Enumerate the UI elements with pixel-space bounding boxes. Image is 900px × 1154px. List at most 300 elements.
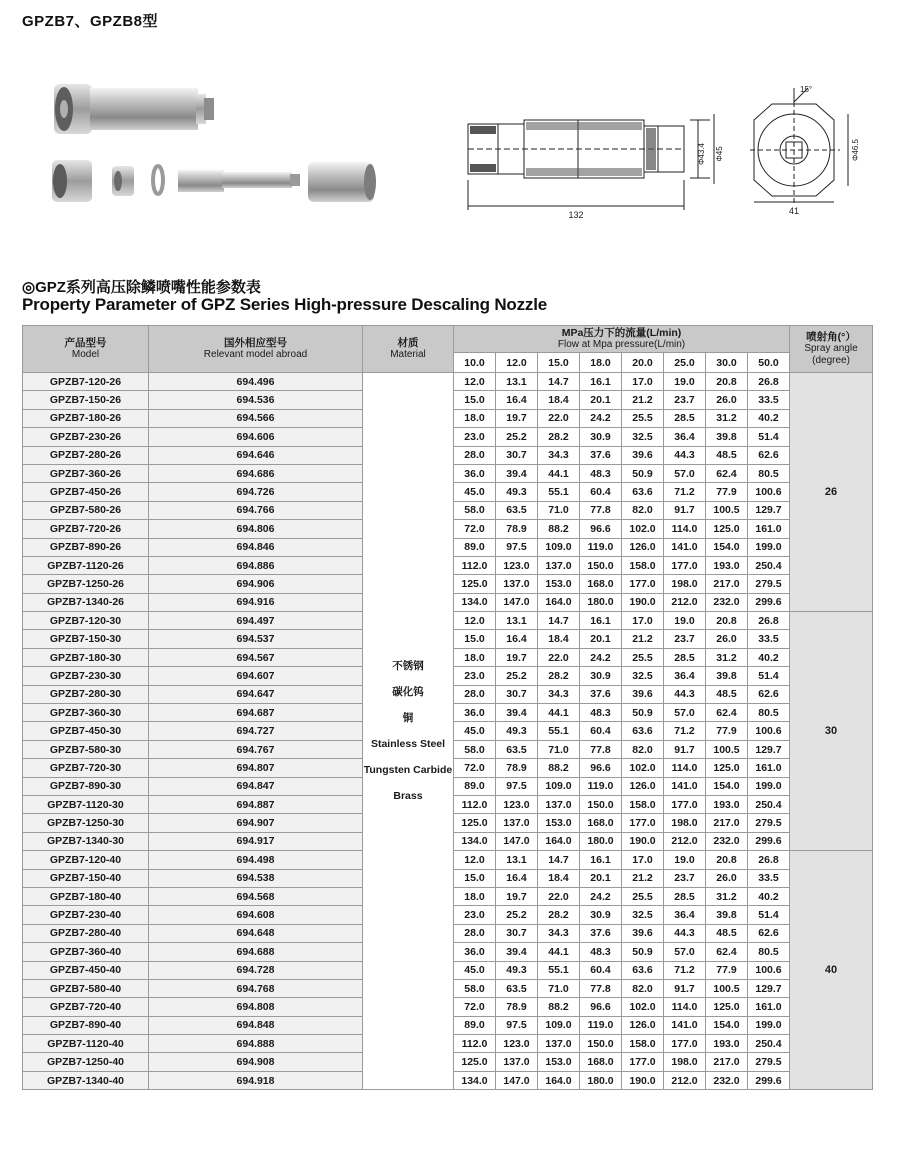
model-cell: GPZB7-360-26 [23,464,149,482]
flow-cell: 37.6 [580,685,622,703]
abroad-model-cell: 694.647 [149,685,363,703]
header-model-en: Model [71,349,100,360]
flow-cell: 164.0 [538,1071,580,1089]
flow-cell: 126.0 [622,777,664,795]
model-cell: GPZB7-230-40 [23,906,149,924]
flow-cell: 55.1 [538,483,580,501]
spray-angle-cell: 26 [790,373,873,612]
model-cell: GPZB7-1340-40 [23,1071,149,1089]
flow-cell: 250.4 [748,1035,790,1053]
flow-cell: 14.7 [538,851,580,869]
flow-cell: 23.7 [664,391,706,409]
abroad-model-cell: 694.498 [149,851,363,869]
abroad-model-cell: 694.537 [149,630,363,648]
flow-cell: 57.0 [664,943,706,961]
flow-cell: 22.0 [538,648,580,666]
flow-cell: 39.4 [496,704,538,722]
flow-cell: 36.0 [454,464,496,482]
flow-cell: 72.0 [454,998,496,1016]
flow-cell: 16.4 [496,630,538,648]
flow-cell: 30.7 [496,924,538,942]
flow-cell: 20.1 [580,869,622,887]
flow-cell: 112.0 [454,556,496,574]
flow-cell: 60.4 [580,483,622,501]
flow-cell: 33.5 [748,630,790,648]
flow-cell: 39.6 [622,446,664,464]
flow-cell: 40.2 [748,648,790,666]
abroad-model-cell: 694.607 [149,667,363,685]
flow-cell: 100.6 [748,483,790,501]
header-model [23,326,149,373]
flow-cell: 212.0 [664,1071,706,1089]
flow-cell: 44.3 [664,685,706,703]
model-cell: GPZB7-150-40 [23,869,149,887]
flow-cell: 16.1 [580,851,622,869]
flow-cell: 102.0 [622,759,664,777]
flow-cell: 154.0 [706,777,748,795]
flow-cell: 57.0 [664,464,706,482]
abroad-model-cell: 694.566 [149,409,363,427]
flow-cell: 217.0 [706,1053,748,1071]
flow-cell: 137.0 [538,795,580,813]
flow-cell: 141.0 [664,777,706,795]
flow-cell: 77.9 [706,961,748,979]
flow-cell: 19.7 [496,648,538,666]
flow-cell: 60.4 [580,961,622,979]
model-cell: GPZB7-890-30 [23,777,149,795]
flow-cell: 100.5 [706,979,748,997]
model-cell: GPZB7-450-30 [23,722,149,740]
flow-cell: 28.2 [538,428,580,446]
flow-cell: 109.0 [538,538,580,556]
flow-cell: 44.1 [538,943,580,961]
model-cell: GPZB7-1250-30 [23,814,149,832]
material-line: Stainless Steel [370,738,446,751]
flow-cell: 198.0 [664,575,706,593]
abroad-model-cell: 694.917 [149,832,363,850]
nozzle-photos [40,62,440,232]
header-flow-cn: MPa压力下的流量(L/min) [561,327,682,339]
model-cell: GPZB7-360-40 [23,943,149,961]
flow-cell: 100.6 [748,961,790,979]
flow-cell: 58.0 [454,501,496,519]
flow-cell: 141.0 [664,538,706,556]
flow-cell: 48.3 [580,943,622,961]
flow-cell: 30.7 [496,446,538,464]
model-cell: GPZB7-1120-30 [23,795,149,813]
flow-cell: 28.0 [454,685,496,703]
flow-cell: 51.4 [748,428,790,446]
flow-cell: 71.2 [664,483,706,501]
flow-cell: 299.6 [748,1071,790,1089]
flow-cell: 17.0 [622,851,664,869]
flow-cell: 158.0 [622,795,664,813]
flow-cell: 50.9 [622,704,664,722]
flow-cell: 44.3 [664,924,706,942]
abroad-model-cell: 694.916 [149,593,363,611]
flow-cell: 299.6 [748,832,790,850]
material-line: 不锈钢 [392,660,424,673]
flow-cell: 15.0 [454,630,496,648]
flow-cell: 34.3 [538,685,580,703]
dim-angle: 15° [800,85,813,94]
flow-cell: 168.0 [580,1053,622,1071]
flow-cell: 82.0 [622,501,664,519]
model-cell: GPZB7-1250-26 [23,575,149,593]
section-title-cn: ◎GPZ系列高压除鳞喷嘴性能参数表 [22,279,261,296]
flow-cell: 48.5 [706,924,748,942]
flow-cell: 30.7 [496,685,538,703]
flow-cell: 72.0 [454,759,496,777]
flow-cell: 299.6 [748,593,790,611]
flow-cell: 28.5 [664,887,706,905]
flow-cell: 20.1 [580,630,622,648]
flow-cell: 137.0 [538,556,580,574]
flow-cell: 18.4 [538,391,580,409]
flow-cell: 123.0 [496,556,538,574]
model-cell: GPZB7-280-40 [23,924,149,942]
flow-cell: 150.0 [580,1035,622,1053]
flow-cell: 125.0 [706,520,748,538]
material-line: 碳化钨 [392,686,424,699]
flow-cell: 164.0 [538,832,580,850]
flow-cell: 112.0 [454,1035,496,1053]
header-material-cn: 材质 [397,337,419,349]
flow-cell: 33.5 [748,391,790,409]
spray-angle-cell: 40 [790,851,873,1090]
flow-cell: 125.0 [706,759,748,777]
flow-cell: 15.0 [454,869,496,887]
flow-cell: 48.5 [706,685,748,703]
flow-cell: 180.0 [580,593,622,611]
flow-cell: 62.4 [706,464,748,482]
flow-cell: 180.0 [580,1071,622,1089]
flow-cell: 32.5 [622,667,664,685]
flow-cell: 48.3 [580,464,622,482]
header-angle-cn: 喷射角(°） [806,331,856,343]
flow-cell: 147.0 [496,832,538,850]
abroad-model-cell: 694.888 [149,1035,363,1053]
flow-cell: 51.4 [748,667,790,685]
flow-cell: 19.7 [496,887,538,905]
flow-cell: 20.8 [706,612,748,630]
flow-cell: 193.0 [706,795,748,813]
flow-cell: 26.8 [748,612,790,630]
flow-cell: 71.0 [538,501,580,519]
flow-cell: 50.9 [622,943,664,961]
flow-cell: 39.6 [622,685,664,703]
flow-cell: 26.0 [706,630,748,648]
model-cell: GPZB7-580-26 [23,501,149,519]
flow-cell: 18.4 [538,869,580,887]
flow-cell: 78.9 [496,520,538,538]
flow-cell: 60.4 [580,722,622,740]
flow-cell: 63.5 [496,501,538,519]
flow-cell: 134.0 [454,1071,496,1089]
flow-cell: 71.0 [538,740,580,758]
flow-cell: 32.5 [622,906,664,924]
flow-cell: 88.2 [538,998,580,1016]
table-row [23,373,873,391]
flow-cell: 88.2 [538,759,580,777]
flow-cell: 25.5 [622,409,664,427]
pressure-header: 10.0 [454,353,496,373]
abroad-model-cell: 694.806 [149,520,363,538]
flow-cell: 18.4 [538,630,580,648]
material-line: Tungsten Carbide [363,764,453,777]
flow-cell: 161.0 [748,998,790,1016]
flow-cell: 96.6 [580,520,622,538]
flow-cell: 28.2 [538,906,580,924]
flow-cell: 28.5 [664,648,706,666]
flow-cell: 14.7 [538,612,580,630]
abroad-model-cell: 694.807 [149,759,363,777]
flow-cell: 24.2 [580,648,622,666]
flow-cell: 32.5 [622,428,664,446]
flow-cell: 77.8 [580,740,622,758]
flow-cell: 190.0 [622,593,664,611]
model-cell: GPZB7-890-26 [23,538,149,556]
flow-cell: 28.5 [664,409,706,427]
flow-cell: 125.0 [454,814,496,832]
flow-cell: 24.2 [580,409,622,427]
model-cell: GPZB7-720-40 [23,998,149,1016]
flow-cell: 217.0 [706,814,748,832]
abroad-model-cell: 694.567 [149,648,363,666]
flow-cell: 28.0 [454,446,496,464]
material-line: 铜 [402,712,414,725]
abroad-model-cell: 694.608 [149,906,363,924]
flow-cell: 96.6 [580,759,622,777]
flow-cell: 158.0 [622,1035,664,1053]
model-cell: GPZB7-180-30 [23,648,149,666]
flow-cell: 82.0 [622,979,664,997]
header-abroad [149,326,363,373]
table-body [23,373,873,1090]
flow-cell: 161.0 [748,520,790,538]
flow-cell: 77.8 [580,979,622,997]
abroad-model-cell: 694.847 [149,777,363,795]
flow-cell: 279.5 [748,814,790,832]
model-cell: GPZB7-450-40 [23,961,149,979]
abroad-model-cell: 694.768 [149,979,363,997]
flow-cell: 20.8 [706,851,748,869]
flow-cell: 39.4 [496,464,538,482]
flow-cell: 39.8 [706,906,748,924]
flow-cell: 25.5 [622,648,664,666]
dim-dia1: Φ43.4 [697,143,706,165]
abroad-model-cell: 694.908 [149,1053,363,1071]
flow-cell: 16.4 [496,391,538,409]
flow-cell: 100.6 [748,722,790,740]
model-cell: GPZB7-720-30 [23,759,149,777]
flow-cell: 193.0 [706,1035,748,1053]
flow-cell: 134.0 [454,593,496,611]
flow-cell: 13.1 [496,851,538,869]
flow-cell: 44.1 [538,464,580,482]
header-material [363,326,454,373]
flow-cell: 31.2 [706,887,748,905]
flow-cell: 168.0 [580,575,622,593]
flow-cell: 21.2 [622,869,664,887]
abroad-model-cell: 694.918 [149,1071,363,1089]
flow-cell: 80.5 [748,704,790,722]
abroad-model-cell: 694.906 [149,575,363,593]
header-angle-en2: (degree) [812,355,850,366]
flow-cell: 21.2 [622,630,664,648]
flow-cell: 150.0 [580,556,622,574]
model-cell: GPZB7-230-26 [23,428,149,446]
flow-cell: 63.6 [622,961,664,979]
flow-cell: 82.0 [622,740,664,758]
flow-cell: 23.7 [664,869,706,887]
abroad-model-cell: 694.606 [149,428,363,446]
pressure-header: 15.0 [538,353,580,373]
flow-cell: 62.6 [748,446,790,464]
flow-cell: 62.6 [748,924,790,942]
flow-cell: 31.2 [706,648,748,666]
flow-cell: 112.0 [454,795,496,813]
flow-cell: 25.5 [622,887,664,905]
flow-cell: 30.9 [580,906,622,924]
flow-cell: 168.0 [580,814,622,832]
flow-cell: 96.6 [580,998,622,1016]
flow-cell: 25.2 [496,428,538,446]
flow-cell: 164.0 [538,593,580,611]
abroad-model-cell: 694.688 [149,943,363,961]
flow-cell: 26.0 [706,869,748,887]
flow-cell: 39.8 [706,667,748,685]
flow-cell: 77.8 [580,501,622,519]
flow-cell: 58.0 [454,979,496,997]
header-model-cn: 产品型号 [64,337,107,349]
flow-cell: 177.0 [622,814,664,832]
flow-cell: 199.0 [748,538,790,556]
flow-cell: 14.7 [538,373,580,391]
flow-cell: 48.3 [580,704,622,722]
flow-cell: 154.0 [706,1016,748,1034]
flow-cell: 126.0 [622,1016,664,1034]
flow-cell: 26.0 [706,391,748,409]
flow-cell: 16.1 [580,373,622,391]
flow-cell: 40.2 [748,409,790,427]
model-cell: GPZB7-180-40 [23,887,149,905]
flow-cell: 19.0 [664,612,706,630]
header-flow-en: Flow at Mpa pressure(L/min) [557,339,686,350]
flow-cell: 36.4 [664,428,706,446]
flow-cell: 150.0 [580,795,622,813]
flow-cell: 18.0 [454,648,496,666]
flow-cell: 119.0 [580,777,622,795]
section-title-en: Property Parameter of GPZ Series High-pressure Descaling Nozzle [22,295,547,314]
flow-cell: 16.1 [580,612,622,630]
flow-cell: 126.0 [622,538,664,556]
flow-cell: 28.0 [454,924,496,942]
flow-cell: 114.0 [664,759,706,777]
abroad-model-cell: 694.846 [149,538,363,556]
flow-cell: 20.1 [580,391,622,409]
flow-cell: 55.1 [538,961,580,979]
abroad-model-cell: 694.766 [149,501,363,519]
flow-cell: 114.0 [664,520,706,538]
flow-cell: 15.0 [454,391,496,409]
abroad-model-cell: 694.767 [149,740,363,758]
flow-cell: 34.3 [538,446,580,464]
flow-cell: 31.2 [706,409,748,427]
flow-cell: 77.9 [706,483,748,501]
flow-cell: 109.0 [538,1016,580,1034]
model-cell: GPZB7-1250-40 [23,1053,149,1071]
flow-cell: 44.3 [664,446,706,464]
model-cell: GPZB7-280-26 [23,446,149,464]
flow-cell: 34.3 [538,924,580,942]
flow-cell: 88.2 [538,520,580,538]
flow-cell: 16.4 [496,869,538,887]
flow-cell: 102.0 [622,998,664,1016]
flow-cell: 125.0 [454,575,496,593]
model-cell: GPZB7-280-30 [23,685,149,703]
flow-cell: 36.0 [454,704,496,722]
flow-cell: 177.0 [664,556,706,574]
page-title: GPZB7、GPZB8型 [22,13,159,30]
model-cell: GPZB7-450-26 [23,483,149,501]
flow-cell: 23.0 [454,906,496,924]
abroad-model-cell: 694.726 [149,483,363,501]
dim-width: 41 [788,206,800,216]
flow-cell: 198.0 [664,814,706,832]
flow-cell: 193.0 [706,556,748,574]
model-cell: GPZB7-720-26 [23,520,149,538]
flow-cell: 63.6 [622,483,664,501]
flow-cell: 45.0 [454,483,496,501]
abroad-model-cell: 694.536 [149,391,363,409]
flow-cell: 33.5 [748,869,790,887]
model-cell: GPZB7-890-40 [23,1016,149,1034]
model-cell: GPZB7-150-26 [23,391,149,409]
abroad-model-cell: 694.886 [149,556,363,574]
flow-cell: 199.0 [748,777,790,795]
header-abroad-en: Relevant model abroad [203,349,308,360]
flow-cell: 12.0 [454,373,496,391]
flow-cell: 190.0 [622,1071,664,1089]
model-cell: GPZB7-1340-26 [23,593,149,611]
flow-cell: 12.0 [454,612,496,630]
flow-cell: 36.4 [664,667,706,685]
dim-dia3: Φ46.5 [851,139,860,161]
flow-cell: 63.5 [496,979,538,997]
flow-cell: 49.3 [496,483,538,501]
flow-cell: 177.0 [622,1053,664,1071]
flow-cell: 137.0 [496,814,538,832]
flow-cell: 129.7 [748,501,790,519]
model-cell: GPZB7-1340-30 [23,832,149,850]
flow-cell: 232.0 [706,1071,748,1089]
flow-cell: 129.7 [748,740,790,758]
flow-cell: 63.6 [622,722,664,740]
assembled-nozzle [54,84,214,134]
flow-cell: 212.0 [664,593,706,611]
model-cell: GPZB7-580-40 [23,979,149,997]
flow-cell: 63.5 [496,740,538,758]
flow-cell: 23.0 [454,667,496,685]
flow-cell: 49.3 [496,961,538,979]
flow-cell: 125.0 [706,998,748,1016]
abroad-model-cell: 694.686 [149,464,363,482]
flow-cell: 137.0 [538,1035,580,1053]
flow-cell: 20.8 [706,373,748,391]
flow-cell: 147.0 [496,1071,538,1089]
flow-cell: 55.1 [538,722,580,740]
